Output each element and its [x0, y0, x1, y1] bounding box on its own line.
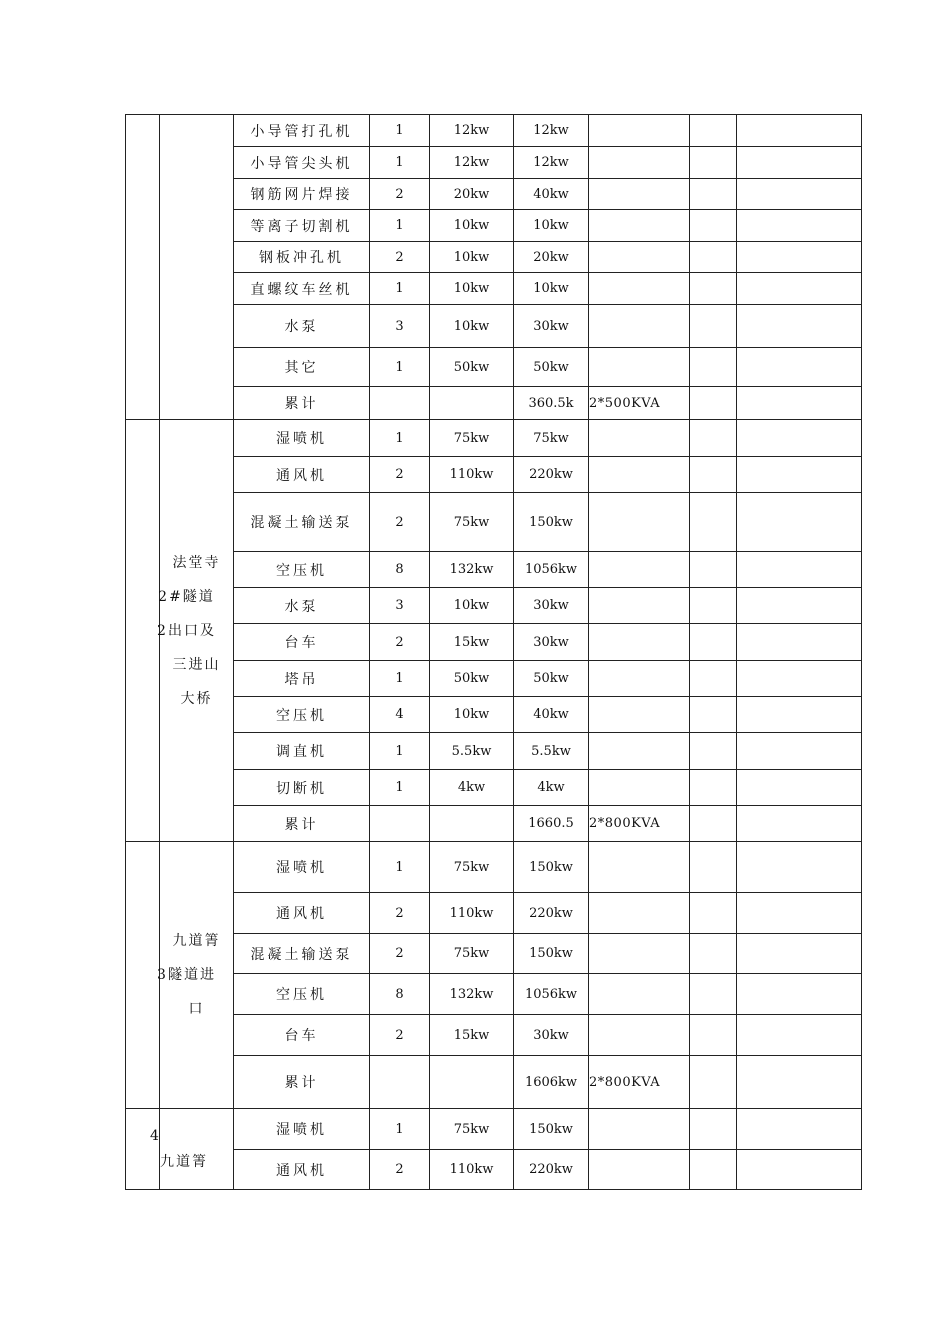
empty-cell [690, 1109, 737, 1150]
remarks-cell [737, 273, 862, 305]
empty-cell [690, 733, 737, 770]
rated-power: 10kw [430, 242, 514, 273]
equipment-name: 空压机 [234, 974, 370, 1015]
remarks-cell [737, 588, 862, 624]
transformer-capacity [589, 974, 690, 1015]
total-power: 1056kw [514, 974, 589, 1015]
empty-cell [690, 305, 737, 348]
site-name-line: 2出口及 [157, 622, 216, 639]
empty-cell [690, 493, 737, 552]
rated-power: 10kw [430, 305, 514, 348]
total-power: 150kw [514, 493, 589, 552]
empty-cell [690, 348, 737, 387]
rated-power: 15kw [430, 1015, 514, 1056]
total-power: 30kw [514, 624, 589, 661]
remarks-cell [737, 387, 862, 420]
empty-cell [690, 210, 737, 242]
table-row [126, 588, 862, 624]
equipment-name: 湿喷机 [234, 420, 370, 457]
equipment-name: 塔吊 [234, 661, 370, 697]
total-power: 4kw [514, 770, 589, 806]
table-row [126, 934, 862, 974]
quantity: 1 [370, 210, 430, 242]
total-power: 1606kw [514, 1056, 589, 1109]
rated-power: 10kw [430, 697, 514, 733]
remarks-cell [737, 1056, 862, 1109]
empty-cell [690, 115, 737, 147]
rated-power: 132kw [430, 552, 514, 588]
remarks-cell [737, 210, 862, 242]
rated-power: 10kw [430, 588, 514, 624]
rated-power: 75kw [430, 420, 514, 457]
total-power: 1660.5 [514, 806, 589, 842]
total-power: 220kw [514, 1150, 589, 1190]
table-row [126, 210, 862, 242]
empty-cell [690, 893, 737, 934]
rated-power: 10kw [430, 210, 514, 242]
table-row [126, 806, 862, 842]
empty-cell [690, 387, 737, 420]
total-power: 40kw [514, 697, 589, 733]
table-row [126, 348, 862, 387]
remarks-cell [737, 1109, 862, 1150]
quantity: 8 [370, 974, 430, 1015]
equipment-name: 小导管尖头机 [234, 147, 370, 179]
remarks-cell [737, 115, 862, 147]
total-power: 50kw [514, 661, 589, 697]
quantity: 3 [370, 588, 430, 624]
table-row [126, 420, 862, 457]
table-row [126, 273, 862, 305]
total-power: 20kw [514, 242, 589, 273]
quantity: 8 [370, 552, 430, 588]
equipment-name: 混凝土输送泵 [234, 493, 370, 552]
remarks-cell [737, 770, 862, 806]
equipment-name: 累计 [234, 806, 370, 842]
total-power: 150kw [514, 842, 589, 893]
transformer-capacity [589, 733, 690, 770]
transformer-capacity [589, 624, 690, 661]
total-power: 30kw [514, 1015, 589, 1056]
total-power: 12kw [514, 147, 589, 179]
rated-power: 110kw [430, 457, 514, 493]
quantity: 2 [370, 242, 430, 273]
rated-power: 75kw [430, 1109, 514, 1150]
table-row [126, 1015, 862, 1056]
total-power: 12kw [514, 115, 589, 147]
equipment-name: 水泵 [234, 588, 370, 624]
equipment-name: 累计 [234, 1056, 370, 1109]
quantity [370, 1056, 430, 1109]
transformer-capacity [589, 661, 690, 697]
total-power: 75kw [514, 420, 589, 457]
empty-cell [690, 552, 737, 588]
total-power: 10kw [514, 210, 589, 242]
table-row [126, 305, 862, 348]
total-power: 150kw [514, 1109, 589, 1150]
transformer-capacity [589, 147, 690, 179]
quantity: 1 [370, 115, 430, 147]
site-name-line: 4 [150, 1128, 161, 1144]
remarks-cell [737, 697, 862, 733]
site-name-line: 三进山 [172, 656, 221, 673]
equipment-name: 通风机 [234, 1150, 370, 1190]
equipment-name: 台车 [234, 1015, 370, 1056]
total-power: 40kw [514, 179, 589, 210]
empty-cell [690, 624, 737, 661]
equipment-name: 直螺纹车丝机 [234, 273, 370, 305]
table-row [126, 387, 862, 420]
remarks-cell [737, 420, 862, 457]
rated-power: 110kw [430, 1150, 514, 1190]
remarks-cell [737, 147, 862, 179]
equipment-name: 钢板冲孔机 [234, 242, 370, 273]
power-equipment-table [125, 114, 862, 1190]
empty-cell [690, 697, 737, 733]
empty-cell [690, 770, 737, 806]
table-row [126, 974, 862, 1015]
empty-cell [690, 588, 737, 624]
quantity: 1 [370, 770, 430, 806]
rated-power: 5.5kw [430, 733, 514, 770]
remarks-cell [737, 934, 862, 974]
table-row [126, 115, 862, 147]
table-row [126, 624, 862, 661]
rated-power [430, 806, 514, 842]
empty-cell [690, 1150, 737, 1190]
total-power: 220kw [514, 457, 589, 493]
equipment-name: 湿喷机 [234, 1109, 370, 1150]
equipment-name: 钢筋网片焊接 [234, 179, 370, 210]
site-name-cell [150, 1109, 234, 1190]
total-power: 220kw [514, 893, 589, 934]
quantity: 1 [370, 273, 430, 305]
empty-cell [690, 420, 737, 457]
transformer-capacity [589, 552, 690, 588]
transformer-capacity [589, 1015, 690, 1056]
transformer-capacity [589, 348, 690, 387]
total-power: 360.5k [514, 387, 589, 420]
total-power: 1056kw [514, 552, 589, 588]
rated-power [430, 387, 514, 420]
quantity: 2 [370, 1150, 430, 1190]
transformer-capacity: 2*800KVA [589, 806, 690, 842]
empty-cell [690, 661, 737, 697]
empty-cell [690, 147, 737, 179]
equipment-name: 其它 [234, 348, 370, 387]
table-row [126, 697, 862, 733]
quantity: 2 [370, 457, 430, 493]
empty-cell [690, 273, 737, 305]
site-name-line: 九道箐 [160, 1154, 208, 1170]
equipment-name: 混凝土输送泵 [234, 934, 370, 974]
site-name-cell [157, 842, 234, 1109]
table-row [126, 1150, 862, 1190]
equipment-name: 切断机 [234, 770, 370, 806]
total-power: 150kw [514, 934, 589, 974]
table-row [126, 457, 862, 493]
empty-cell [690, 457, 737, 493]
table-row [126, 179, 862, 210]
empty-cell [690, 842, 737, 893]
table-row [126, 770, 862, 806]
transformer-capacity [589, 493, 690, 552]
empty-cell [690, 1056, 737, 1109]
sequence-cell [126, 1109, 160, 1190]
transformer-capacity [589, 210, 690, 242]
transformer-capacity [589, 1109, 690, 1150]
remarks-cell [737, 893, 862, 934]
equipment-name: 小导管打孔机 [234, 115, 370, 147]
total-power: 5.5kw [514, 733, 589, 770]
remarks-cell [737, 179, 862, 210]
remarks-cell [737, 305, 862, 348]
quantity: 4 [370, 697, 430, 733]
rated-power: 20kw [430, 179, 514, 210]
site-name-cell [157, 420, 234, 842]
quantity: 2 [370, 1015, 430, 1056]
quantity: 1 [370, 733, 430, 770]
rated-power: 75kw [430, 934, 514, 974]
rated-power: 12kw [430, 147, 514, 179]
site-name-line: 2#隧道 [158, 588, 215, 605]
empty-cell [690, 242, 737, 273]
rated-power: 75kw [430, 493, 514, 552]
rated-power: 132kw [430, 974, 514, 1015]
equipment-name: 调直机 [234, 733, 370, 770]
quantity: 1 [370, 147, 430, 179]
empty-cell [690, 806, 737, 842]
transformer-capacity [589, 305, 690, 348]
rated-power: 15kw [430, 624, 514, 661]
equipment-name: 累计 [234, 387, 370, 420]
remarks-cell [737, 242, 862, 273]
equipment-name: 通风机 [234, 457, 370, 493]
rated-power: 50kw [430, 661, 514, 697]
equipment-name: 台车 [234, 624, 370, 661]
quantity: 1 [370, 842, 430, 893]
equipment-name: 水泵 [234, 305, 370, 348]
remarks-cell [737, 348, 862, 387]
transformer-capacity [589, 588, 690, 624]
site-name-line: 九道箐 [172, 933, 221, 949]
remarks-cell [737, 661, 862, 697]
transformer-capacity [589, 842, 690, 893]
table-row [126, 493, 862, 552]
quantity: 2 [370, 624, 430, 661]
quantity [370, 806, 430, 842]
transformer-capacity: 2*500KVA [589, 387, 690, 420]
transformer-capacity [589, 770, 690, 806]
transformer-capacity [589, 179, 690, 210]
table-row [126, 661, 862, 697]
transformer-capacity [589, 115, 690, 147]
site-name-line: 法堂寺 [172, 554, 221, 571]
table-row [126, 1056, 862, 1109]
site-name-line: 大桥 [180, 690, 213, 707]
transformer-capacity [589, 242, 690, 273]
site-name-line: 3隧道进 [157, 967, 216, 983]
rated-power: 75kw [430, 842, 514, 893]
quantity: 1 [370, 661, 430, 697]
remarks-cell [737, 552, 862, 588]
total-power: 30kw [514, 588, 589, 624]
transformer-capacity [589, 1150, 690, 1190]
site-name-cell [160, 115, 234, 420]
total-power: 10kw [514, 273, 589, 305]
remarks-cell [737, 457, 862, 493]
table-row [126, 1109, 862, 1150]
quantity: 2 [370, 893, 430, 934]
empty-cell [690, 974, 737, 1015]
quantity [370, 387, 430, 420]
equipment-name: 湿喷机 [234, 842, 370, 893]
rated-power [430, 1056, 514, 1109]
remarks-cell [737, 1150, 862, 1190]
transformer-capacity [589, 273, 690, 305]
transformer-capacity [589, 893, 690, 934]
remarks-cell [737, 624, 862, 661]
equipment-name: 空压机 [234, 697, 370, 733]
total-power: 30kw [514, 305, 589, 348]
empty-cell [690, 179, 737, 210]
remarks-cell [737, 1015, 862, 1056]
table-row [126, 842, 862, 893]
transformer-capacity [589, 934, 690, 974]
quantity: 1 [370, 1109, 430, 1150]
transformer-capacity: 2*800KVA [589, 1056, 690, 1109]
remarks-cell [737, 806, 862, 842]
sequence-cell [126, 115, 160, 420]
total-power: 50kw [514, 348, 589, 387]
table-row [126, 552, 862, 588]
remarks-cell [737, 974, 862, 1015]
rated-power: 4kw [430, 770, 514, 806]
site-name-line: 口 [188, 1001, 205, 1017]
table-row [126, 733, 862, 770]
quantity: 1 [370, 420, 430, 457]
quantity: 2 [370, 493, 430, 552]
remarks-cell [737, 733, 862, 770]
empty-cell [690, 1015, 737, 1056]
rated-power: 12kw [430, 115, 514, 147]
rated-power: 110kw [430, 893, 514, 934]
equipment-name: 空压机 [234, 552, 370, 588]
table-row [126, 893, 862, 934]
quantity: 3 [370, 305, 430, 348]
transformer-capacity [589, 457, 690, 493]
transformer-capacity [589, 420, 690, 457]
transformer-capacity [589, 697, 690, 733]
remarks-cell [737, 493, 862, 552]
remarks-cell [737, 842, 862, 893]
quantity: 2 [370, 179, 430, 210]
equipment-name: 等离子切割机 [234, 210, 370, 242]
rated-power: 50kw [430, 348, 514, 387]
table-row [126, 147, 862, 179]
rated-power: 10kw [430, 273, 514, 305]
quantity: 1 [370, 348, 430, 387]
table-row [126, 242, 862, 273]
equipment-name: 通风机 [234, 893, 370, 934]
quantity: 2 [370, 934, 430, 974]
empty-cell [690, 934, 737, 974]
